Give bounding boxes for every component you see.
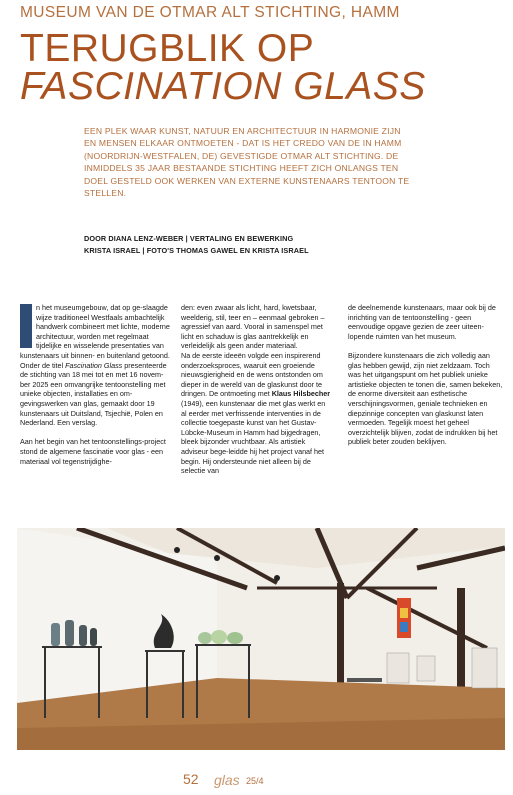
article-title bbox=[20, 27, 500, 108]
body-column-2 bbox=[181, 303, 331, 485]
title-line-2: FASCINATION GLASS bbox=[20, 65, 426, 108]
lead-paragraph: EEN PLEK WAAR KUNST, NATUUR EN ARCHITECTUUR IN HARMONIE ZIJN EN MENSEN ELKAAR ONTMOETEN - DAT IS HET CREDO VAN DE IN HAMM (NOORDRIJN-WESTFALEN, DE) GEVESTIGDE OTMAR ALT STICHTING. DE INMIDDELS 35 JAAR BESTAANDE STICHTING HEEFT ZICH ONLANGS TEN DOEL GESTELD OOK WERKEN VAN EXTERNE KUNSTENAARS TENTOON TE STELLEN. bbox=[84, 126, 410, 199]
paragraph: den: even zwaar als licht, hard, kwetsbaar, weelderig, stil, teer en – eenmaal gebroken – agressief van aard. Vooral in samenspel met licht en schaduw is glas aantrekkelijk en verleidelijk als geen ander materiaal. bbox=[181, 303, 325, 351]
paragraph: de deelnemende kunstenaars, maar ook bij de inrichting van de tentoonstelling - geen eenvoudige opgave gezien de zeer uiteen-lopende ruimten van het museum. bbox=[348, 303, 496, 341]
paragraph: n het museumgebouw, dat op ge-slaagde wijze traditioneel Westfaals ambachtelijk handwerk combineert met lichte, moderne architectuur, worden met regelmaat tijdelijke en wisselende presentaties van kunstenaars uit binnen- en buitenland getoond. Onder de titel Fascination Glass presenteerde de stichting van 18 mei tot en met 16 novem-ber 2025 een omvangrijke tentoonstelling met unieke objecten, installaties en om-gevingswerken van glas, gemaakt door 19 kunstenaars uit Duitsland, Tsjechië, Polen en Nederland. Een verslag. bbox=[20, 303, 170, 428]
paragraph: Bijzondere kunstenaars die zich volledig aan glas hebben gewijd, zijn niet zeldzaam. Toch was het uitgangspunt om het publiek unieke artistieke objecten te tonen die, samen bekeken, de enorme diversiteit aan esthetische verschijningsvormen, geniale technieken en diepzinnige concepten van glaskunst laten vermoeden. Tegelijk moest het geheel overzichtelijk blijven, zodat de indrukken bij het publiek beter zouden beklijven. bbox=[348, 350, 503, 447]
title-line-1: TERUGBLIK OP bbox=[20, 27, 315, 70]
exhibition-photo bbox=[17, 528, 505, 750]
page-number: 52 bbox=[183, 771, 199, 787]
paragraph: Na de eerste ideeën volgde een inspirerend onderzoeksproces, waaruit een groeiende nieuwsgierigheid en de wens ontstonden om dieper in de wereld van de glaskunst door te dringen. De ontmoeting met Klaus Hilsbecher (1949), een kunstenaar die met glas werkt en al eerder met verfrissende interventies in de collectie toegepaste kunst van het Gustav-Lübcke-Museum in Hamm had bijgedragen, bleek bijzonder vruchtbaar. Als artistiek adviseur bege-leidde hij het project vanaf het begin. Hij ondersteunde niet alleen bij de selectie van bbox=[181, 350, 331, 476]
artist-name: Klaus Hilsbecher bbox=[271, 389, 331, 399]
credits-line-2: KRISTA ISRAEL | FOTO'S THOMAS GAWEL EN KRISTA ISRAEL bbox=[84, 245, 309, 255]
drop-cap-block bbox=[20, 304, 32, 348]
article-credits bbox=[84, 233, 414, 256]
body-column-3 bbox=[348, 303, 503, 457]
issue-number: 25/4 bbox=[246, 776, 264, 786]
credits-line-1: DOOR DIANA LENZ-WEBER | VERTALING EN BEWERKING bbox=[84, 234, 294, 243]
section-kicker: MUSEUM VAN DE OTMAR ALT STICHTING, HAMM bbox=[20, 4, 400, 21]
exhibition-title: Fascination Glass bbox=[65, 360, 123, 370]
magazine-name: glas bbox=[214, 772, 240, 788]
body-column-1 bbox=[20, 303, 170, 476]
paragraph: Aan het begin van het tentoonstellings-project stond de algemene fascinatie voor glas - een materiaal vol tegenstrijdighe- bbox=[20, 437, 166, 466]
